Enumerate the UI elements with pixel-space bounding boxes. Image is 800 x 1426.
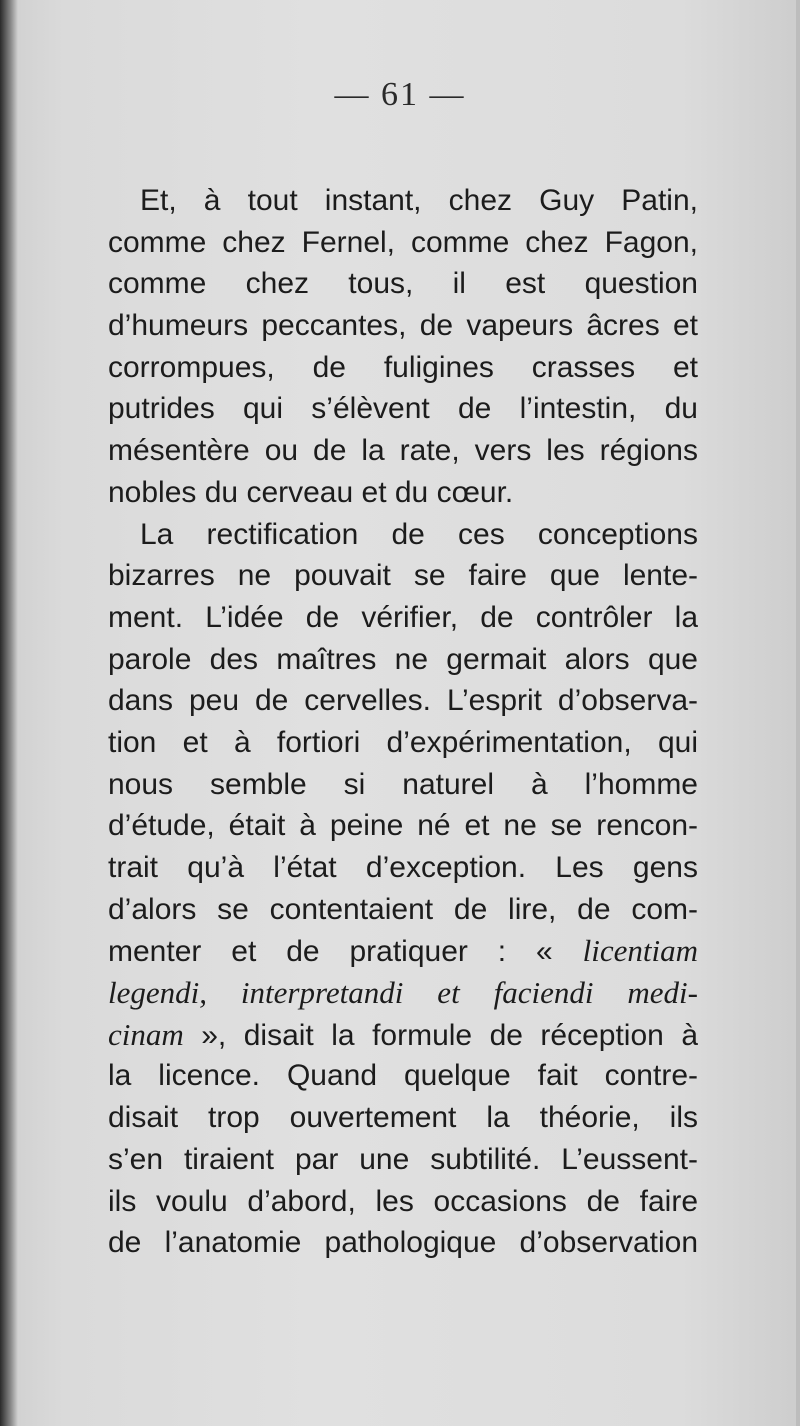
text-line — [108, 180, 698, 222]
text-line — [108, 514, 698, 556]
text-run: mésentère ou de la rate, vers les régions — [108, 434, 698, 468]
text-run: parole des maîtres ne germait alors que — [108, 642, 698, 676]
text-run: nobles du cerveau et du cœur. — [108, 475, 514, 509]
text-line — [108, 555, 698, 597]
text-line — [108, 847, 698, 889]
text-line — [108, 722, 698, 764]
text-run: s’en tiraient par une subtilité. L’eussent- — [108, 1142, 698, 1176]
text-run: », disait la formule de réception à — [183, 1018, 698, 1052]
text-run: disait trop ouvertement la théorie, ils — [108, 1101, 698, 1135]
page-number: — 61 — — [334, 76, 466, 113]
text-run: menter et de pratiquer : « — [108, 935, 583, 969]
text-run: d’alors se contentaient de lire, de com- — [108, 892, 698, 926]
text-line — [108, 263, 698, 305]
text-line — [108, 1181, 698, 1223]
italic-latin-text: legendi, interpretandi et faciendi medi- — [108, 975, 698, 1011]
text-run: la licence. Quand quelque fait contre- — [108, 1059, 698, 1093]
text-run: La rectification de ces conceptions — [140, 517, 698, 551]
text-run: ils voulu d’abord, les occasions de faire — [108, 1184, 698, 1218]
text-run: tion et à fortiori d’expérimentation, qui — [108, 725, 698, 759]
text-line — [108, 305, 698, 347]
text-line — [108, 639, 698, 681]
text-line — [108, 472, 698, 514]
text-run: Et, à tout instant, chez Guy Patin, — [140, 184, 698, 217]
text-line — [108, 430, 698, 472]
text-run: nous semble si naturel à l’homme — [108, 767, 698, 801]
text-line — [108, 222, 698, 264]
text-line — [108, 930, 698, 972]
text-line — [108, 1222, 698, 1264]
text-run: d’humeurs peccantes, de vapeurs âcres et — [108, 309, 698, 343]
italic-latin-text: licentiam — [582, 933, 698, 969]
text-run: ment. L’idée de vérifier, de contrôler la — [108, 600, 698, 634]
text-run: corrompues, de fuligines crasses et — [108, 350, 698, 384]
text-line — [108, 764, 698, 806]
text-line — [108, 1139, 698, 1181]
text-run: bizarres ne pouvait se faire que lente- — [108, 559, 698, 593]
text-run: putrides qui s’élèvent de l’intestin, du — [108, 392, 698, 426]
text-line — [108, 1055, 698, 1097]
text-line — [108, 388, 698, 430]
text-line — [108, 1097, 698, 1139]
text-line — [108, 805, 698, 847]
text-line — [108, 597, 698, 639]
binding-shadow — [0, 0, 18, 1426]
text-line — [108, 972, 698, 1014]
text-run: comme chez Fernel, comme chez Fagon, — [108, 225, 698, 259]
text-line — [108, 1014, 698, 1056]
text-run: comme chez tous, il est question — [108, 267, 698, 301]
italic-latin-text: cinam — [108, 1016, 184, 1052]
text-line — [108, 680, 698, 722]
text-line — [108, 889, 698, 931]
text-run: de l’anatomie pathologique d’observation — [108, 1226, 698, 1260]
body-text — [108, 180, 698, 1264]
text-run: trait qu’à l’état d’exception. Les gens — [108, 851, 698, 884]
text-line — [108, 347, 698, 389]
text-run: d’étude, était à peine né et ne se rencon- — [108, 809, 698, 843]
page-edge — [796, 0, 800, 1426]
text-run: dans peu de cervelles. L’esprit d’observa- — [108, 684, 698, 718]
